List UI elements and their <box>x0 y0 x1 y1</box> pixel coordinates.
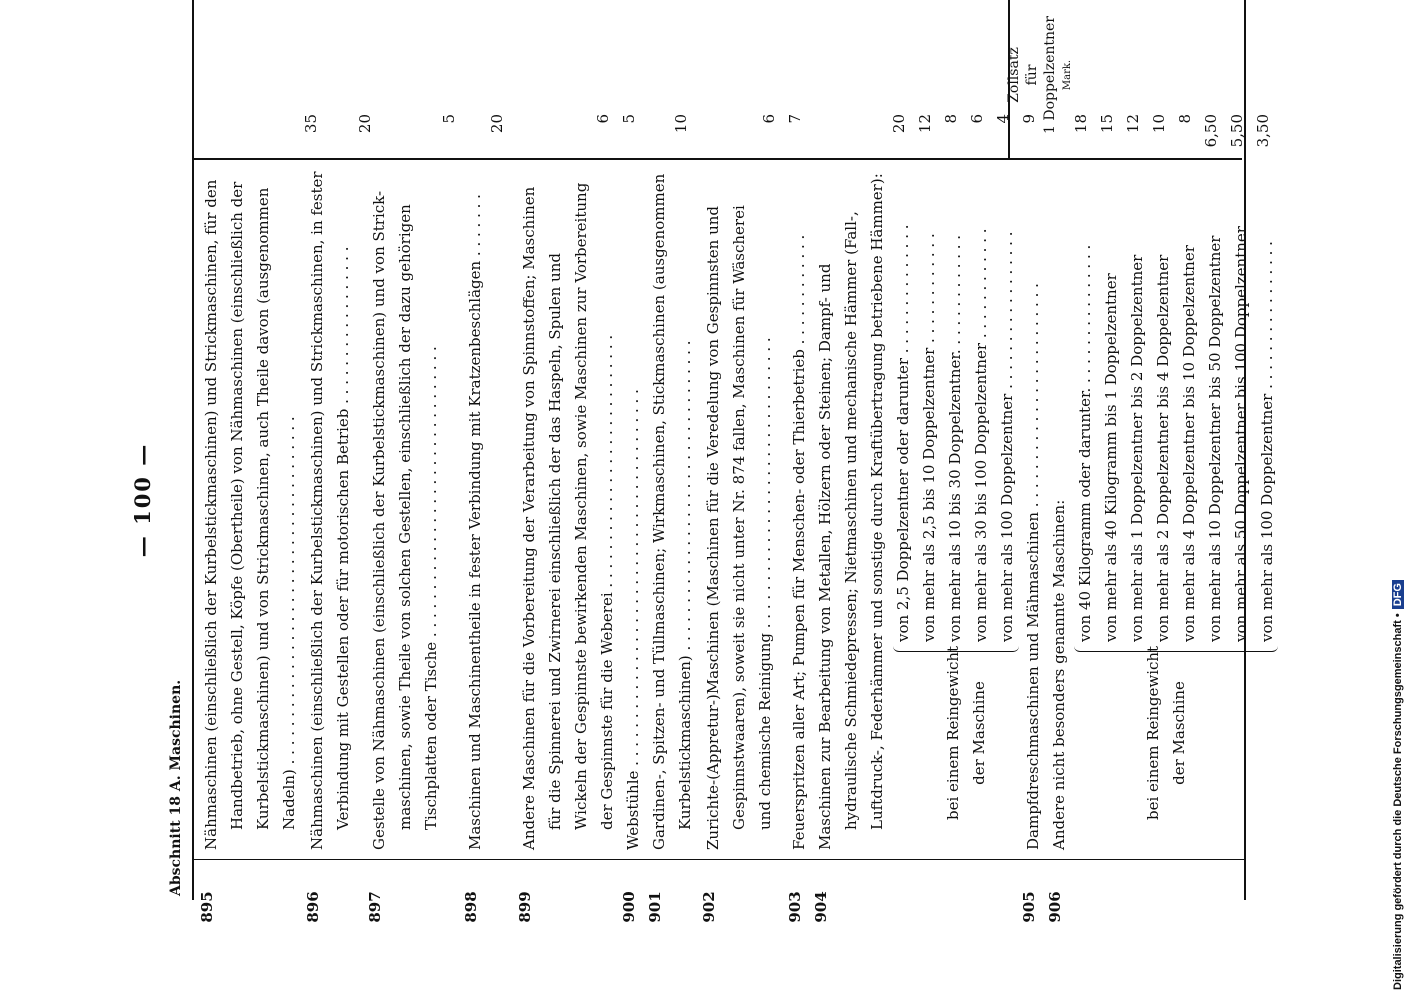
duty-rate: 20 <box>356 114 374 134</box>
description-line: Kurbelstickmaschinen) . . . . . . . . . . . . . . . . . . . . . . . . . . . . . . . . . <box>676 340 694 830</box>
weight-label-line-1: bei einem Reingewicht <box>944 645 962 820</box>
entry-number: 897 <box>366 891 384 923</box>
entry-number: 902 <box>700 891 718 923</box>
description-line: Verbindung mit Gestellen oder für motorischen Betrieb . . . . . . . . . . . . . . . . . <box>334 246 352 830</box>
rate-column-header <box>1005 0 1077 150</box>
sub906-row: von mehr als 100 Doppelzentner . . . . . . . . . . . . . . . . <box>1258 241 1276 642</box>
description-line: Maschinen und Maschinentheile in fester Verbindung mit Kratzenbeschlägen . . . . . . . <box>466 194 484 850</box>
description-line: Feuerspritzen aller Art; Pumpen für Menschen- oder Thierbetrieb . . . . . . . . . . . . <box>790 234 808 850</box>
description-line: Webstühle . . . . . . . . . . . . . . . . . . . . . . . . . . . . . . . . . . . . . . . . <box>624 389 642 850</box>
duty-rate: 20 <box>890 114 908 134</box>
sub906-row: von mehr als 1 Doppelzentner bis 2 Doppelzentner <box>1128 254 1146 642</box>
duty-rate: 9 <box>1020 114 1038 124</box>
page-number: — 100 — <box>130 442 155 558</box>
sub906-row: von mehr als 40 Kilogramm bis 1 Doppelzentner <box>1102 273 1120 642</box>
duty-rate: 10 <box>672 114 690 134</box>
sub904-row: von mehr als 2,5 bis 10 Doppelzentner . . . . . . . . . . . . <box>920 233 938 642</box>
description-line: Dampfdreschmaschinen und Mähmaschinen . . . . . . . . . . . . . . . . . . . . . . . . <box>1024 283 1042 850</box>
entry-description <box>646 160 698 850</box>
number-column-rule <box>192 859 1244 860</box>
description-line: der Gespinnste für die Weberei . . . . . . . . . . . . . . . . . . . . . . . . . . . <box>598 334 616 830</box>
duty-rate: 35 <box>302 114 320 134</box>
sub904-row: von mehr als 10 bis 30 Doppelzentner. . . . . . . . . . . . . <box>946 234 964 642</box>
duty-rate: 8 <box>942 114 960 124</box>
entry-description <box>198 160 302 850</box>
description-line: Nähmaschinen (einschließlich der Kurbelstickmaschinen) und Strickmaschinen, in fester <box>308 171 326 850</box>
entry-number: 905 <box>1020 891 1038 923</box>
funding-sidebar <box>1384 0 1404 1000</box>
description-line: Wickeln der Gespinnste bewirkenden Maschinen, sowie Maschinen zur Vorbereitung <box>572 182 590 830</box>
funding-note <box>1392 580 1404 990</box>
duty-rate: 10 <box>1150 114 1168 134</box>
duty-rate: 5,50 <box>1228 114 1246 148</box>
entry-description <box>462 160 488 850</box>
sub906-brace <box>1074 645 1278 652</box>
duty-rate: 6 <box>968 114 986 124</box>
entry-description <box>304 160 356 850</box>
description-line: maschinen, sowie Theile von solchen Gestellen, einschließlich der dazu gehörigen <box>396 204 414 830</box>
entry-number: 898 <box>462 891 480 923</box>
description-line: Gardinen-, Spitzen- und Tüllmaschinen; Wirkmaschinen, Stickmaschinen (ausgenommen <box>650 173 668 850</box>
duty-rate: 7 <box>786 114 804 124</box>
sub906-row: von mehr als 10 Doppelzentner bis 50 Doppelzentner <box>1206 235 1224 642</box>
duty-rate: 5 <box>440 114 458 124</box>
description-line: Luftdruck-, Federhämmer und sonstige durch Kraftübertragung betriebene Hämmer): <box>868 173 886 830</box>
duty-rate: 6 <box>594 114 612 124</box>
duty-rate: 6,50 <box>1202 114 1220 148</box>
sub904-row: von mehr als 30 bis 100 Doppelzentner . . . . . . . . . . . . <box>972 228 990 642</box>
entry-number: 906 <box>1046 891 1064 923</box>
description-line: Nähmaschinen (einschließlich der Kurbelstickmaschinen) und Strickmaschinen, für den <box>202 179 220 850</box>
entry-number: 904 <box>812 891 830 923</box>
sub906-row: von 40 Kilogramm oder darunter. . . . . . . . . . . . . . . . <box>1076 244 1094 642</box>
description-line: Zurichte-(Appretur-)Maschinen (Maschinen für die Veredelung von Gespinnsten und <box>704 205 722 850</box>
entry-number: 896 <box>304 891 322 923</box>
duty-rate: 6 <box>760 114 778 124</box>
description-line: Andere Maschinen für die Vorbereitung der Verarbeitung von Spinnstoffen; Maschinen <box>520 186 538 850</box>
weight-label-line-1: bei einem Reingewicht <box>1144 645 1162 820</box>
description-line: Gespinnstwaaren), soweit sie nicht unter Nr. 874 fallen, Maschinen für Wäscherei <box>730 205 748 830</box>
entry-number: 900 <box>620 891 638 923</box>
duty-rate: 8 <box>1176 114 1194 124</box>
sub904-row: von 2,5 Doppelzentner oder darunter . . . . . . . . . . . . . . <box>894 224 912 642</box>
sub904-weight-label <box>940 646 992 820</box>
duty-rate: 18 <box>1072 114 1090 134</box>
description-line: und chemische Reinigung . . . . . . . . . . . . . . . . . . . . . . . . . . . . . . . <box>756 337 774 830</box>
description-line: hydraulische Schmiedepressen; Nietmaschinen und mechanische Hämmer (Fall-, <box>842 211 860 830</box>
description-line: Tischplatten oder Tische . . . . . . . . . . . . . . . . . . . . . . . . . . . . . . . <box>422 346 440 830</box>
description-line: Maschinen zur Bearbeitung von Metallen, Hölzern oder Steinen; Dampf- und <box>816 263 834 850</box>
sub906-row: von mehr als 2 Doppelzentner bis 4 Doppelzentner <box>1154 254 1172 642</box>
entry-description <box>1020 160 1046 850</box>
duty-rate: 20 <box>488 114 506 134</box>
sub904-row: von mehr als 100 Doppelzentner . . . . . . . . . . . . . . . . . <box>998 231 1016 642</box>
entry-number: 903 <box>786 891 804 923</box>
sub906-row: von mehr als 4 Doppelzentner bis 10 Doppelzentner <box>1180 245 1198 642</box>
description-line: Andere nicht besonders genannte Maschinen: <box>1050 499 1068 850</box>
entry-number: 899 <box>516 891 534 923</box>
duty-rate: 4 <box>994 114 1012 124</box>
header-line-1: Zollsatz <box>1006 47 1022 103</box>
entry-description <box>1046 160 1072 850</box>
entry-description <box>786 160 812 850</box>
sub906-row: von mehr als 50 Doppelzentner bis 100 Doppelzentner <box>1232 226 1250 642</box>
description-line: Handbetrieb, ohne Gestell, Köpfe (Obertheile) von Nähmaschinen (einschließlich der <box>228 181 246 830</box>
header-unit: Mark. <box>1062 59 1073 91</box>
duty-rate: 5 <box>620 114 638 124</box>
entry-description <box>620 160 646 850</box>
weight-label-line-2: der Maschine <box>1170 681 1188 785</box>
description-line: Kurbelstickmaschinen) und von Strickmaschinen, auch Theile davon (ausgenommen <box>254 187 272 830</box>
duty-rate: 15 <box>1098 114 1116 134</box>
entry-description <box>812 160 890 850</box>
entry-description <box>516 160 620 850</box>
description-line: Nadeln) . . . . . . . . . . . . . . . . . . . . . . . . . . . . . . . . . . . . . <box>280 416 298 830</box>
entry-description <box>700 160 778 850</box>
header-line-2: für <box>1024 64 1040 86</box>
header-line-3: 1 Doppelzentner <box>1042 16 1058 134</box>
dfg-logo: DFG <box>1392 580 1404 609</box>
weight-label-line-2: der Maschine <box>970 681 988 785</box>
entry-description <box>366 160 444 850</box>
top-rule <box>192 0 194 900</box>
sub906-weight-label <box>1140 646 1192 820</box>
description-line: Gestelle von Nähmaschinen (einschließlich der Kurbelstickmaschinen) und von Strick- <box>370 190 388 850</box>
entry-number: 895 <box>198 891 216 923</box>
duty-rate: 12 <box>1124 114 1142 134</box>
entry-number: 901 <box>646 891 664 923</box>
sub904-brace <box>893 645 1019 652</box>
section-title: Abschnitt 18 A. Maschinen. <box>168 679 184 896</box>
funding-text: Digitalisierung gefördert durch die Deutsche Forschungsgemeinschaft • <box>1392 613 1404 990</box>
duty-rate: 3,50 <box>1254 114 1272 148</box>
description-line: für die Spinnerei und Zwirnerei einschließlich der das Haspeln, Spulen und <box>546 253 564 830</box>
duty-rate: 12 <box>916 114 934 134</box>
